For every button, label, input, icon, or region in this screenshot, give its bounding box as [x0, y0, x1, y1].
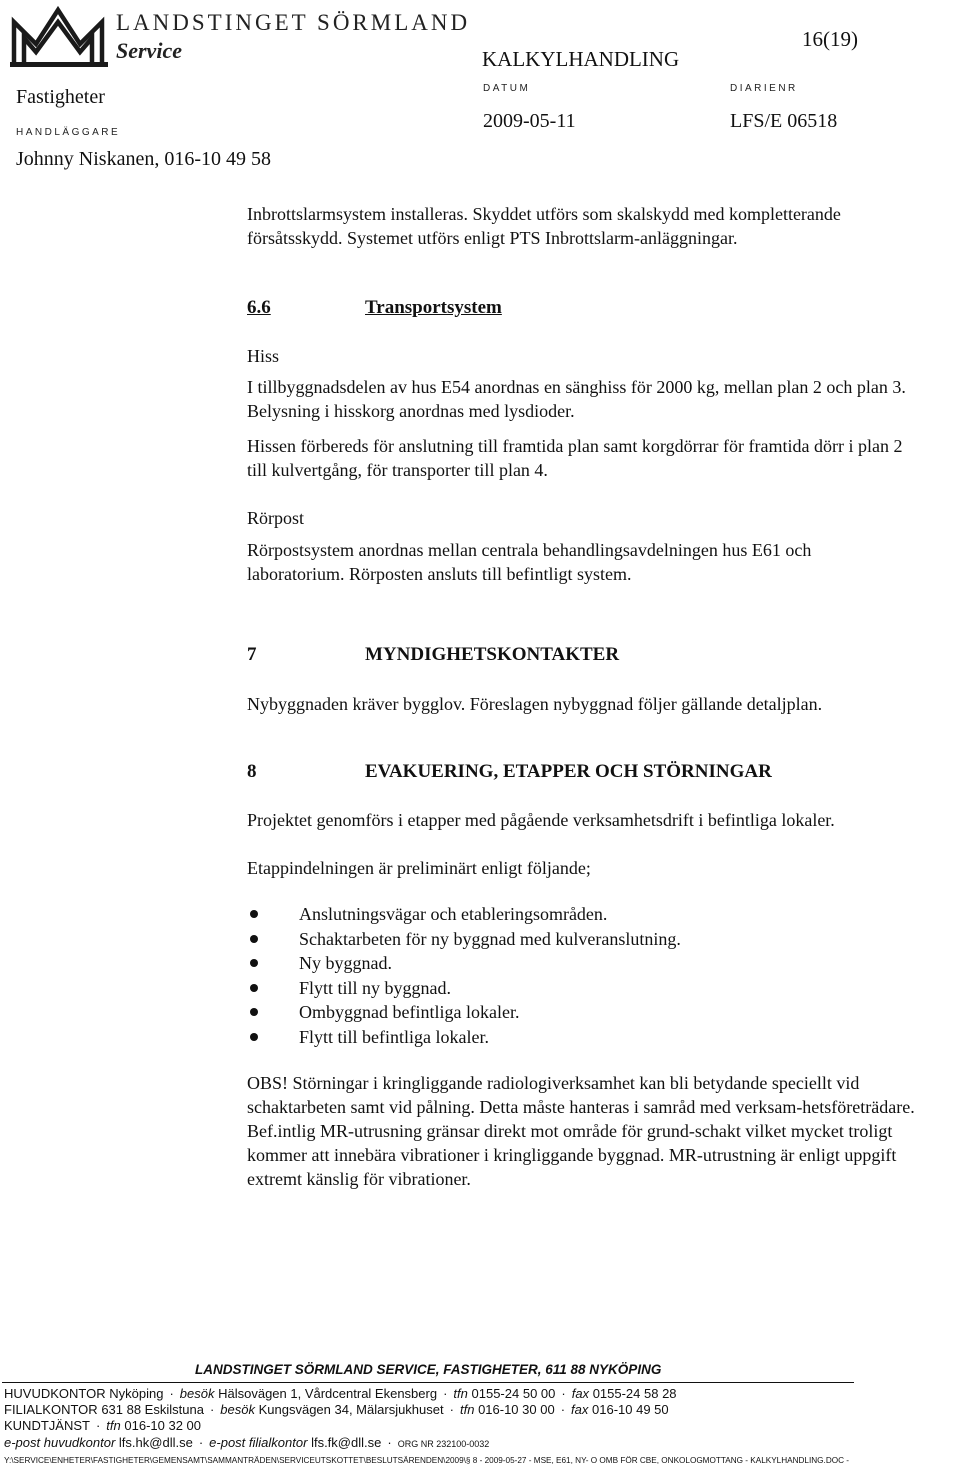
file-path: Y:\SERVICE\ENHETER\FASTIGHETER\GEMENSAMT\SAMMANTRÄDEN\SERVICEUTSKOTTET\BESLUTSÄRENDEN\2009\§ 8 - 2009-05-27 - MSE, E61, NY- O OMB FÖR CBE, ONKOLOGMOTTANG - KALKYLHANDLING.DOC -	[4, 1456, 850, 1465]
section-number: 8	[247, 761, 257, 782]
footer-line-customer-service: KUNDTJÄNST · tfn 016-10 32 00	[4, 1418, 202, 1434]
paragraph-elevator-2: Hissen förbereds för anslutning till framtida plan samt korgdörrar för framtida dörr i plan 2 till kulvertgång, för transporter till plan 4.	[247, 436, 903, 480]
section-title: MYNDIGHETSKONTAKTER	[365, 644, 620, 665]
bullet-icon	[250, 1008, 258, 1016]
list-item: Flytt till ny byggnad.	[247, 976, 681, 1001]
list-item: Flytt till befintliga lokaler.	[247, 1025, 681, 1050]
organization-unit: Fastigheter	[16, 86, 105, 108]
section-heading-6-6	[247, 296, 502, 320]
case-officer-value: Johnny Niskanen, 016-10 49 58	[16, 148, 271, 170]
paragraph-disturbances: OBS! Störningar i kringliggande radiologiverksamhet kan bli betydande speciellt vid schaktarbeten samt vid pålning. Detta måste hanteras i samråd med verksam-hetsföreträdare. Bef.intlig MR-utrusning gränsar direkt mot område för grund-schakt vilket mycket troligt kommer att innebära vibrationer i kringliggande byggnad. MR-utrustning är enligt uppgift extremt känslig för vibrationer.	[247, 1073, 915, 1189]
footer-line-email: e-post huvudkontor lfs.hk@dll.se · e-post filialkontor lfs.fk@dll.se · ORG NR 232100-0032	[4, 1434, 490, 1450]
footer-contact	[4, 1386, 677, 1451]
list-item: Ny byggnad.	[247, 951, 681, 976]
paragraph-phases-intro: Projektet genomförs i etapper med pågående verksamhetsdrift i befintliga lokaler.	[247, 810, 835, 830]
section-heading-7	[247, 643, 619, 667]
landstinget-logo	[10, 4, 110, 68]
section-heading-8	[247, 760, 772, 784]
brand-name: LANDSTINGET SÖRMLAND	[116, 10, 471, 35]
email-link[interactable]: lfs.hk@dll.se	[118, 1434, 193, 1450]
date-value: 2009-05-11	[483, 110, 576, 132]
bullet-icon	[250, 910, 258, 918]
paragraph-tube-mail: Rörpostsystem anordnas mellan centrala behandlingsavdelningen hus E61 och laboratorium. Rörposten ansluts till befintligt system.	[247, 540, 812, 584]
list-item: Anslutningsvägar och etableringsområden.	[247, 902, 681, 927]
paragraph-elevator-1: I tillbyggnadsdelen av hus E54 anordnas en sänghiss för 2000 kg, mellan plan 2 och plan 3. Belysning i hisskorg anordnas med lysdioder.	[247, 377, 906, 421]
phase-list	[247, 902, 681, 1050]
date-label: DATUM	[483, 83, 531, 94]
list-item: Schaktarbeten för ny byggnad med kulveranslutning.	[247, 927, 681, 952]
list-item: Ombyggnad befintliga lokaler.	[247, 1000, 681, 1025]
diary-number-label: DIARIENR	[730, 83, 798, 94]
paragraph-phases-lead: Etappindelningen är preliminärt enligt följande;	[247, 858, 591, 878]
subheading-tube-mail: Rörpost	[247, 508, 305, 528]
bullet-icon	[250, 1033, 258, 1041]
footer-divider	[2, 1382, 854, 1383]
case-officer-label: HANDLÄGGARE	[16, 127, 121, 138]
diary-number-value: LFS/E 06518	[730, 110, 838, 132]
section-number: 7	[247, 644, 257, 665]
footer-title: LANDSTINGET SÖRMLAND SERVICE, FASTIGHETER, 611 88 NYKÖPING	[195, 1362, 662, 1377]
paragraph-intrusion-alarm: Inbrottslarmsystem installeras. Skyddet utförs som skalskydd med kompletterande försåtsskydd. Systemet utförs enligt PTS Inbrottslarm-anläggningar.	[247, 204, 841, 248]
email-link[interactable]: lfs.fk@dll.se	[311, 1434, 382, 1450]
bullet-icon	[250, 935, 258, 943]
brand-subtitle: Service	[116, 38, 182, 63]
section-title: EVAKUERING, ETAPPER OCH STÖRNINGAR	[365, 761, 772, 782]
footer-line-branch-office: FILIALKONTOR 631 88 Eskilstuna · besök Kungsvägen 34, Mälarsjukhuset · tfn 016-10 30 00 · fax 016-10 49 50	[4, 1402, 669, 1418]
bullet-icon	[250, 984, 258, 992]
section-title: Transportsystem	[365, 297, 502, 318]
bullet-icon	[250, 959, 258, 967]
document-type: KALKYLHANDLING	[482, 47, 680, 71]
footer-line-head-office: HUVUDKONTOR Nyköping · besök Hälsovägen 1, Vårdcentral Ekensberg · tfn 0155-24 50 00 · fax 0155-24 58 28	[4, 1386, 677, 1401]
section-number: 6.6	[247, 297, 271, 318]
page-number: 16(19)	[802, 27, 858, 51]
subheading-elevator: Hiss	[247, 346, 280, 366]
paragraph-permits: Nybyggnaden kräver bygglov. Föreslagen nybyggnad följer gällande detaljplan.	[247, 694, 823, 714]
